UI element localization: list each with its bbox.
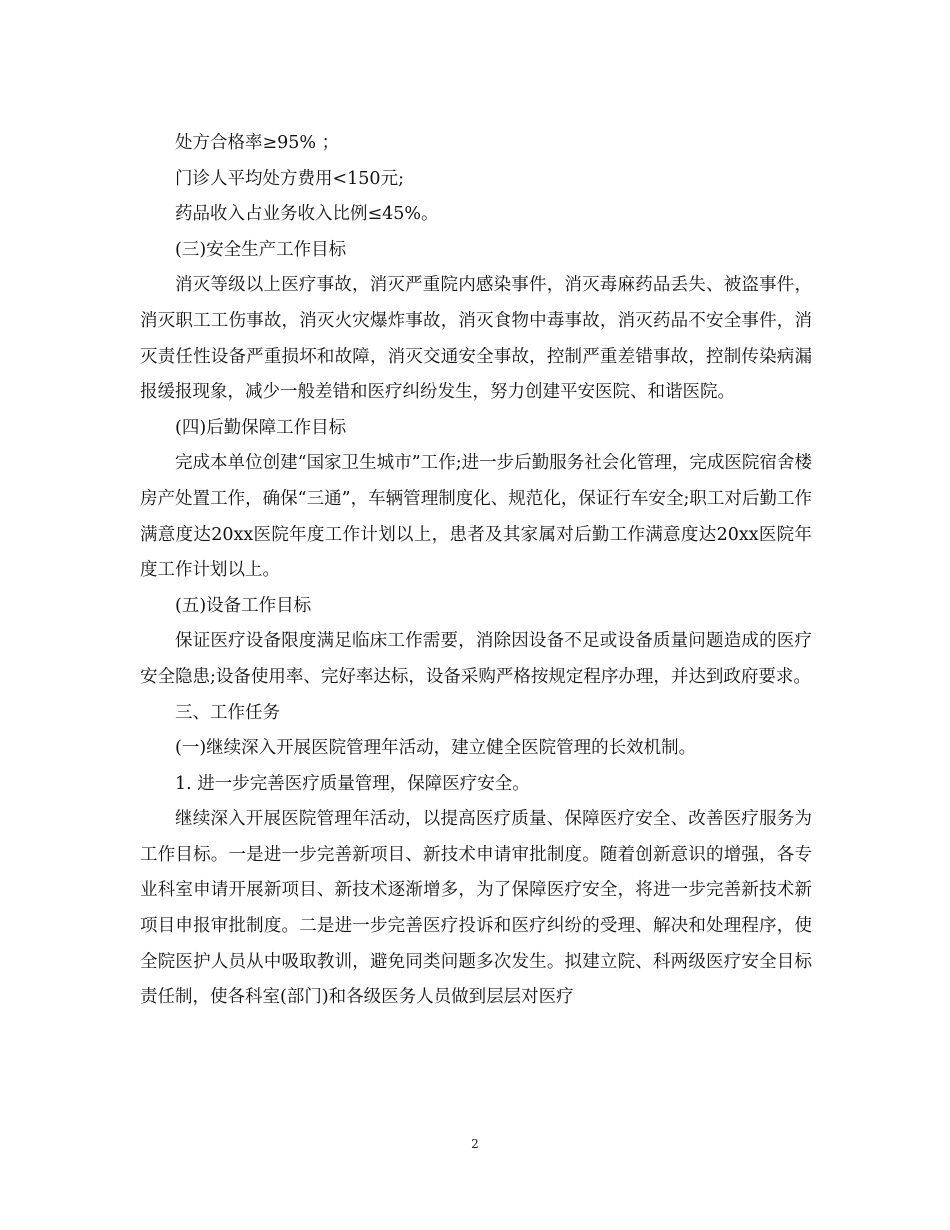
section-heading-work-tasks: 三、工作任务 <box>175 702 280 723</box>
page-number: 2 <box>471 1137 479 1151</box>
paragraph-prescription-rate: 处方合格率≥95% ； <box>175 133 340 153</box>
paragraph-safety-goals: 消灭等级以上医疗事故，消灭严重院内感染事件，消灭毒麻药品丢失、被盗事件，消灭职工工伤事故，消灭火灾爆炸事故，消灭食物中毒事故，消灭药品不安全事件，消灭责任性设备严重损坏和故障，消灭交通安全事故，控制严重差错事故，控制传染病漏报缓报现象，减少一般差错和医疗纠纷发生，努力创建平安医院、和谐医院。 <box>140 275 812 403</box>
paragraph-drug-income-ratio: 药品收入占业务收入比例≤45%。 <box>175 204 439 225</box>
paragraph-equipment-goals: 保证医疗设备限度满足临床工作需要，消除因设备不足或设备质量问题造成的医疗安全隐患;设备使用率、完好率达标，设备采购严格按规定程序办理，并达到政府要求。 <box>140 631 812 687</box>
paragraph-logistics-goals: 完成本单位创建“国家卫生城市”工作;进一步后勤服务社会化管理，完成医院宿舍楼房产处置工作，确保“三通”，车辆管理制度化、规范化，保证行车安全;职工对后勤工作满意度达20xx医院年度工作计划以上，患者及其家属对后勤工作满意度达20xx医院年度工作计划以上。 <box>140 453 812 581</box>
section-heading-safety-goals: (三)安全生产工作目标 <box>175 239 347 260</box>
document-body <box>140 126 812 1016</box>
paragraph-medical-quality: 继续深入开展医院管理年活动，以提高医疗质量、保障医疗安全、改善医疗服务为工作目标。一是进一步完善新项目、新技术申请审批制度。随着创新意识的增强，各专业科室申请开展新项目、新技术逐渐增多，为了保障医疗安全，将进一步完善新技术新项目申报审批制度。二是进一步完善医疗投诉和医疗纠纷的受理、解决和处理程序，使全院医护人员从中吸取教训，避免同类问题多次发生。拟建立院、科两级医疗安全目标责任制，使各科室(部门)和各级医务人员做到层层对医疗 <box>140 809 812 1008</box>
item-heading-medical-quality: 1. 进一步完善医疗质量管理，保障医疗安全。 <box>175 773 530 794</box>
subsection-heading-hospital-management: (一)继续深入开展医院管理年活动，建立健全医院管理的长效机制。 <box>175 738 697 759</box>
paragraph-outpatient-cost: 门诊人平均处方费用<150元; <box>175 168 404 189</box>
section-heading-logistics-goals: (四)后勤保障工作目标 <box>175 417 347 438</box>
section-heading-equipment-goals: (五)设备工作目标 <box>175 595 312 616</box>
